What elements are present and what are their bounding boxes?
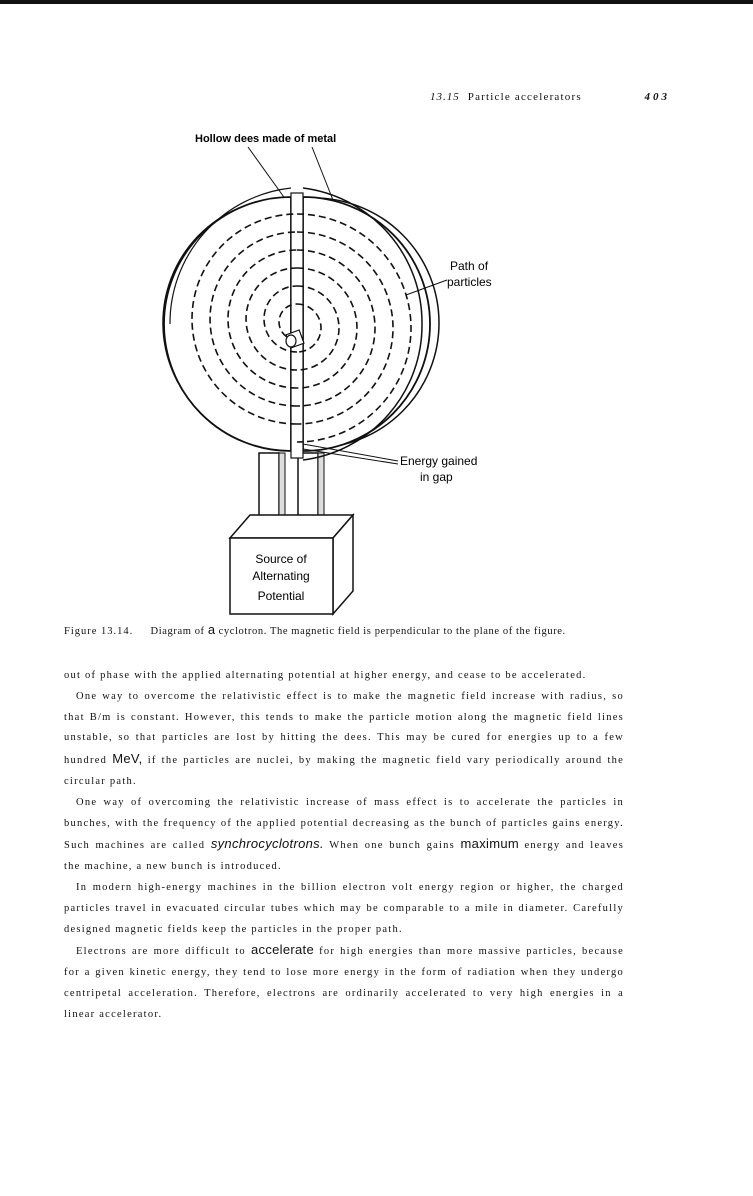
caption-text-b: cyclotron. The magnetic field is perpendicular to the plane of the figure. xyxy=(218,626,566,637)
paragraph-2-text-b: if the particles are nuclei, by making the magnetic field vary periodically around the circular path. xyxy=(64,755,625,787)
synchrocyclotron-term: synchrocyclotrons. xyxy=(210,836,324,852)
paragraph-5 xyxy=(64,940,624,1025)
running-title: Particle accelerators xyxy=(467,91,582,103)
maximum-word: maximum xyxy=(460,836,519,852)
caption-article: a xyxy=(207,622,216,637)
accelerate-word: accelerate xyxy=(251,942,314,958)
paragraph-3 xyxy=(64,793,624,878)
paragraph-4: In modern high-energy machines in the billion electron volt energy region or higher, the charged particles travel in evacuated circular tubes which may be comparable to a mile in diameter. Carefully designed magnetic fields keep the particles in the proper path. xyxy=(64,881,624,935)
running-head xyxy=(430,91,670,103)
paragraph-3-text-c: energy and leaves the machine, a new bunch is introduced. xyxy=(64,840,625,873)
figure-caption xyxy=(64,620,624,642)
path-label-line1: Path of xyxy=(450,259,489,273)
caption-text-a: Diagram of xyxy=(150,626,205,637)
paragraph-3-text-b: When one bunch gains xyxy=(329,840,456,852)
paragraph-2-text-a: One way to overcome the relativistic effect is to make the magnetic field increase with radius, so that B/m is constant. However, this tends to make the particle motion along the magnetic field lines unstable, so that particles are lost by hitting the dees. This may be cured for energies up to a few hundred xyxy=(64,690,624,767)
gap-label-line2: in gap xyxy=(420,470,453,484)
gap-label-line1: Energy gained xyxy=(400,454,478,468)
cyclotron-figure xyxy=(150,118,570,618)
paragraph-5-text-a: Electrons are more difficult to xyxy=(76,946,246,958)
body-text xyxy=(64,666,624,1026)
paragraph-3-text-a: One way of overcoming the relativistic increase of mass effect is to accelerate the particles in bunches, with the frequency of the applied potential decreasing as the bunch of particles gains energy. Such machines are called xyxy=(64,796,624,852)
source-label-line3: Potential xyxy=(257,589,305,603)
cyclotron-diagram xyxy=(150,118,570,618)
paragraph-1: out of phase with the applied alternating potential at higher energy, and cease to be accelerated. xyxy=(64,670,587,681)
path-label-line2: particles xyxy=(447,275,492,289)
paragraph-2 xyxy=(64,687,624,793)
source-label-line1: Source of xyxy=(255,552,307,566)
paragraph-5-text-b: for high energies than more massive particles, because for a given kinetic energy, they tend to lose more energy in the form of radiation when they undergo centripetal acceleration. Therefore, electrons are ordinarily accelerated to very high energies in a linear accelerator. xyxy=(64,946,625,1020)
figure-number: Figure 13.14. xyxy=(64,626,134,637)
mev-unit: MeV, xyxy=(112,751,143,767)
section-number: 13.15 xyxy=(430,91,460,103)
page-number: 403 xyxy=(644,91,670,103)
dees-label: Hollow dees made of metal xyxy=(195,133,337,145)
dees-leader-left xyxy=(248,147,286,200)
top-rule xyxy=(0,0,753,4)
source-label-line2: Alternating xyxy=(252,569,310,583)
